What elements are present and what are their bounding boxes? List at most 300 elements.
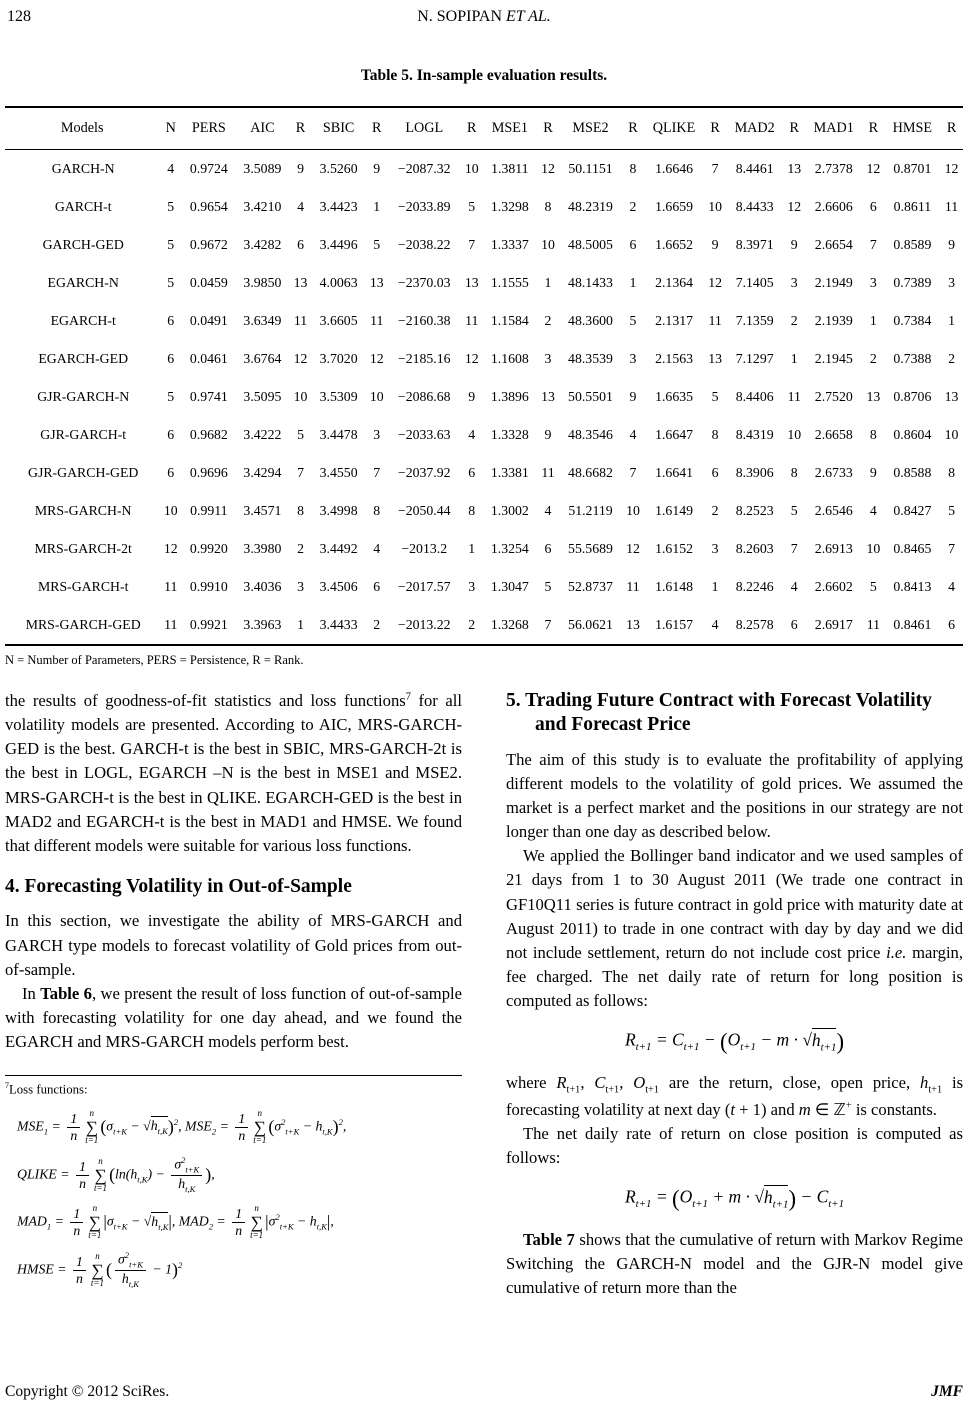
value-cell: 9	[297, 161, 304, 176]
value-cell: 10	[787, 427, 802, 442]
value-cell: 3.5089	[243, 161, 282, 176]
value-cell: 51.2119	[568, 503, 613, 518]
value-cell: 1.6148	[655, 579, 694, 594]
table5-header-cell: LOGL	[388, 107, 460, 150]
value-cell: 8	[711, 427, 719, 442]
value-cell: 4	[629, 427, 637, 442]
value-cell: 1	[711, 579, 719, 594]
table5-header-cell: R	[862, 107, 885, 150]
right-column	[506, 689, 963, 1300]
model-name-cell: GJR-GARCH-N	[37, 389, 130, 404]
value-cell: 0.0459	[189, 275, 228, 290]
value-cell: 4	[167, 161, 175, 176]
value-cell: 6	[711, 465, 719, 480]
value-cell: 3.4210	[243, 199, 282, 214]
value-cell: 4	[948, 579, 955, 594]
value-cell: 3.4550	[319, 465, 358, 480]
value-cell: 9	[711, 237, 719, 252]
value-cell: 0.7384	[893, 313, 932, 328]
value-cell: 5	[711, 389, 719, 404]
value-cell: 0.9696	[189, 465, 228, 480]
value-cell: 3.5260	[319, 161, 358, 176]
model-name-cell: MRS-GARCH-2t	[34, 541, 132, 556]
value-cell: 2.1939	[814, 313, 853, 328]
journal-abbreviation: JMF	[931, 1383, 963, 1400]
value-cell: 7.1297	[735, 351, 774, 366]
table5-header-cell: N	[159, 107, 182, 150]
value-cell: 10	[464, 161, 479, 176]
value-cell: 8.4433	[735, 199, 774, 214]
left-paragraph-results: the results of goodness-of-fit statistics and loss functions$^7$ for all volatility models are presented. According to AIC, MRS-GARCH-GED is the best. GARCH-t is the best in SBIC, MRS-GARCH-2t is the best in LOGL, EGARCH –N is the best in MSE1 and MSE2. MRS-GARCH-t is the best in QLIKE. EGARCH-GED is the best in MAD2 and EGARCH-t is the best in MAD1 and HMSE. We found that different models were suitable for various loss functions.	[5, 691, 462, 855]
value-cell: 3.4423	[319, 199, 358, 214]
value-cell: 3.4496	[319, 237, 358, 252]
value-cell: 0.8604	[893, 427, 932, 442]
value-cell: 0.9920	[189, 541, 228, 556]
value-cell: 0.9910	[189, 579, 228, 594]
value-cell: 3.6764	[243, 351, 282, 366]
right-paragraph-aim: The aim of this study is to evaluate the profitability of applying different models to the volatility of gold prices. We assumed the market is a perfect market and the positions in our strategy are not longer than one day as described below.	[506, 749, 963, 842]
value-cell: 2	[629, 199, 637, 214]
right-paragraph-table7: Table 7 shows that the cumulative of return with Markov Regime Switching the GARCH-N model and the GJR-N model give cumulative of return more than the	[506, 1229, 963, 1297]
value-cell: 3.4998	[319, 503, 358, 518]
value-cell: 3.4492	[319, 541, 358, 556]
table-row	[5, 606, 963, 645]
value-cell: 6	[468, 465, 476, 480]
value-cell: 8	[373, 503, 381, 518]
value-cell: 6	[790, 617, 798, 632]
value-cell: 2.1945	[814, 351, 853, 366]
value-cell: 2.6654	[814, 237, 853, 252]
value-cell: 9	[629, 389, 637, 404]
value-cell: 0.8701	[893, 161, 932, 176]
table5-header-cell: R	[704, 107, 727, 150]
model-name-cell: EGARCH-GED	[38, 351, 129, 366]
value-cell: 2.6546	[814, 503, 853, 518]
section5-heading: 5. Trading Future Contract with Forecast Volatility and Forecast Price	[506, 690, 932, 736]
table-row	[5, 378, 963, 416]
value-cell: −2033.89	[397, 199, 451, 214]
table5-header-cell: MSE1	[483, 107, 537, 150]
value-cell: 5	[629, 313, 637, 328]
table-row	[5, 416, 963, 454]
value-cell: 0.8427	[893, 503, 932, 518]
value-cell: 3	[297, 579, 304, 594]
value-cell: 12	[293, 351, 308, 366]
right-paragraph-bollinger: We applied the Bollinger band indicator and we used samples of 21 days from 1 to 30 August 2011 (We trade one contract in GF10Q11 series is future contract in gold price with maturity date at August 2011) to trade in one contract with day by day and we did not include settlement, return do not include cost price i.e. margin, fee charged. The net daily rate of return for long position is computed as follows:	[506, 846, 964, 1011]
value-cell: 13	[944, 389, 959, 404]
value-cell: 2.6606	[814, 199, 853, 214]
right-paragraph-where: where $R_{t+1}$, $C_{t+1}$, $O_{t+1}$ are the return, close, open price, $h_{t+1}$ is forecasting volatility at next day (t + 1) and m ∈ ℤ+ is constants.	[506, 1072, 964, 1119]
value-cell: 5	[167, 275, 175, 290]
value-cell: 1.6659	[655, 199, 694, 214]
value-cell: 8.2523	[735, 503, 774, 518]
value-cell: 50.5501	[568, 389, 613, 404]
value-cell: 11	[626, 579, 640, 594]
value-cell: 48.5005	[568, 237, 613, 252]
value-cell: 6	[297, 237, 304, 252]
value-cell: 5	[167, 237, 175, 252]
value-cell: 13	[708, 351, 723, 366]
value-cell: 2.6913	[814, 541, 853, 556]
value-cell: 1.6635	[655, 389, 694, 404]
value-cell: 5	[790, 503, 798, 518]
model-name-cell: GARCH-GED	[42, 237, 124, 252]
value-cell: 1	[790, 351, 798, 366]
value-cell: 6	[948, 617, 955, 632]
copyright-text: Copyright © 2012 SciRes.	[5, 1383, 170, 1400]
value-cell: 5	[948, 503, 955, 518]
value-cell: 1.6157	[655, 617, 694, 632]
value-cell: −2017.57	[397, 579, 451, 594]
value-cell: 3.5309	[319, 389, 358, 404]
value-cell: 48.3546	[568, 427, 613, 442]
value-cell: −2013.22	[397, 617, 451, 632]
value-cell: −2086.68	[397, 389, 451, 404]
value-cell: 0.0491	[189, 313, 228, 328]
value-cell: 7	[373, 465, 381, 480]
value-cell: 0.8589	[893, 237, 932, 252]
value-cell: 2	[711, 503, 719, 518]
value-cell: 1.3047	[490, 579, 529, 594]
value-cell: 3	[468, 579, 476, 594]
value-cell: 3.4571	[243, 503, 282, 518]
value-cell: 5	[468, 199, 476, 214]
value-cell: 0.8461	[893, 617, 932, 632]
value-cell: 12	[541, 161, 555, 176]
formula-mse: $MSE_1$ = $\frac{1}{n}$ n ∑ t=1 $(\sigma_{t+K} - √h_{t,K})^2$, $MSE_2$ = $\frac{1}{n}$ n ∑ t=1 $(\sigma^2_{t+K} - h_{t,K})^2$,	[17, 1107, 347, 1145]
value-cell: 2.6917	[814, 617, 853, 632]
value-cell: 8	[869, 427, 877, 442]
value-cell: 9	[373, 161, 381, 176]
table-row	[5, 302, 963, 340]
value-cell: 9	[468, 389, 476, 404]
value-cell: 0.7388	[893, 351, 932, 366]
value-cell: 9	[869, 465, 877, 480]
value-cell: −2370.03	[397, 275, 451, 290]
model-name-cell: MRS-GARCH-GED	[25, 617, 141, 632]
value-cell: 6	[167, 465, 175, 480]
value-cell: 1.3811	[491, 161, 529, 176]
table5-header-cell: MAD2	[726, 107, 782, 150]
value-cell: 11	[164, 617, 178, 632]
value-cell: 11	[541, 465, 555, 480]
value-cell: 12	[464, 351, 479, 366]
table-row	[5, 568, 963, 606]
value-cell: 5	[544, 579, 552, 594]
value-cell: 7	[468, 237, 476, 252]
running-head-etal: ET AL.	[506, 8, 551, 25]
value-cell: 3	[869, 275, 877, 290]
value-cell: 10	[293, 389, 308, 404]
value-cell: 7	[869, 237, 877, 252]
value-cell: 6	[373, 579, 381, 594]
table5-header-cell: R	[365, 107, 388, 150]
value-cell: 55.5689	[568, 541, 613, 556]
value-cell: 8	[629, 161, 637, 176]
table5-header-row	[5, 107, 963, 150]
table5-header-cell: PERS	[182, 107, 236, 150]
table5-header-cell: SBIC	[312, 107, 366, 150]
value-cell: −2185.16	[397, 351, 451, 366]
value-cell: 10	[541, 237, 555, 252]
value-cell: 13	[787, 161, 802, 176]
table-row	[5, 226, 963, 264]
value-cell: 12	[944, 161, 959, 176]
value-cell: 2	[948, 351, 955, 366]
model-name-cell: GARCH-t	[54, 199, 112, 214]
left-paragraph-table6: In Table 6, we present the result of loss function of out-of-sample with forecasting volatility for one day ahead, and we found the EGARCH and MRS-GARCH models perform best.	[5, 983, 462, 1052]
value-cell: 1.3268	[490, 617, 529, 632]
formula-long-position: $R_{t+1} = C_{t+1} - (O_{t+1} - m \cdot √h_{t+1})$	[624, 1029, 845, 1055]
table5-header-cell: MSE2	[559, 107, 621, 150]
table5-note: N = Number of Parameters, PERS = Persistence, R = Rank.	[5, 653, 304, 667]
value-cell: 4	[297, 199, 304, 214]
value-cell: 3.3963	[243, 617, 282, 632]
value-cell: 9	[948, 237, 955, 252]
model-name-cell: EGARCH-t	[50, 313, 116, 328]
value-cell: 7	[711, 161, 719, 176]
value-cell: 1	[297, 617, 304, 632]
model-name-cell: EGARCH-N	[47, 275, 119, 290]
value-cell: 3	[711, 541, 719, 556]
value-cell: 8.2246	[735, 579, 774, 594]
value-cell: 2.1563	[655, 351, 694, 366]
table5-header-cell: Models	[5, 107, 159, 150]
table5-header-cell: R	[622, 107, 645, 150]
value-cell: 7.1359	[735, 313, 774, 328]
value-cell: 6	[629, 237, 637, 252]
value-cell: 2	[468, 617, 476, 632]
value-cell: 1.6149	[655, 503, 694, 518]
value-cell: 2.7378	[814, 161, 853, 176]
value-cell: 10	[626, 503, 640, 518]
value-cell: 2.1317	[655, 313, 694, 328]
value-cell: −2013.2	[401, 541, 448, 556]
value-cell: 6	[544, 541, 552, 556]
value-cell: 1.3381	[490, 465, 529, 480]
value-cell: 3.4478	[319, 427, 358, 442]
value-cell: 3.4282	[243, 237, 282, 252]
value-cell: 1	[948, 313, 955, 328]
value-cell: 4	[373, 541, 381, 556]
value-cell: 0.8413	[893, 579, 932, 594]
value-cell: 0.8465	[893, 541, 932, 556]
value-cell: 7	[297, 465, 304, 480]
value-cell: 48.3600	[568, 313, 613, 328]
value-cell: 3	[629, 351, 637, 366]
value-cell: 0.9741	[189, 389, 228, 404]
value-cell: 1.3328	[490, 427, 529, 442]
value-cell: −2037.92	[397, 465, 451, 480]
value-cell: 11	[164, 579, 178, 594]
value-cell: 48.1433	[568, 275, 613, 290]
value-cell: 4	[869, 503, 877, 518]
value-cell: 4	[790, 579, 798, 594]
value-cell: 11	[370, 313, 384, 328]
value-cell: 8.3906	[735, 465, 774, 480]
value-cell: 12	[626, 541, 640, 556]
value-cell: 1.1584	[490, 313, 529, 328]
table-row	[5, 530, 963, 568]
value-cell: 8	[297, 503, 304, 518]
value-cell: 0.9911	[190, 503, 228, 518]
formula-close-position: $R_{t+1} = (O_{t+1} + m \cdot √h_{t+1}) - C_{t+1}$	[624, 1186, 845, 1212]
value-cell: 0.9654	[189, 199, 228, 214]
value-cell: 1	[544, 275, 552, 290]
table-row	[5, 264, 963, 302]
value-cell: 11	[708, 313, 722, 328]
table5-header-cell: R	[289, 107, 312, 150]
value-cell: 4	[468, 427, 476, 442]
value-cell: 8.2578	[735, 617, 774, 632]
value-cell: 7	[790, 541, 798, 556]
value-cell: 13	[866, 389, 881, 404]
value-cell: 8.4461	[735, 161, 774, 176]
value-cell: 0.9682	[189, 427, 228, 442]
value-cell: 0.7389	[893, 275, 932, 290]
value-cell: 9	[790, 237, 798, 252]
value-cell: 1.6647	[655, 427, 694, 442]
value-cell: 8	[948, 465, 955, 480]
value-cell: 1.1608	[490, 351, 529, 366]
value-cell: 1.6641	[655, 465, 694, 480]
value-cell: 13	[369, 275, 384, 290]
table5-header-cell: R	[783, 107, 806, 150]
left-column	[5, 689, 462, 1300]
value-cell: 11	[944, 199, 959, 214]
value-cell: 50.1151	[568, 161, 613, 176]
value-cell: 4	[711, 617, 719, 632]
value-cell: 8	[468, 503, 476, 518]
value-cell: 1	[869, 313, 877, 328]
value-cell: 1.3896	[490, 389, 529, 404]
value-cell: 12	[708, 275, 723, 290]
value-cell: 10	[163, 503, 178, 518]
value-cell: 1	[629, 275, 637, 290]
value-cell: 4	[544, 503, 552, 518]
value-cell: 12	[787, 199, 802, 214]
value-cell: 2.7520	[814, 389, 853, 404]
right-paragraph-close-intro: The net daily rate of return on close position is computed as follows:	[506, 1124, 963, 1168]
value-cell: 10	[708, 199, 723, 214]
value-cell: 1.6652	[655, 237, 694, 252]
page-footer	[5, 1383, 963, 1401]
running-title	[5, 8, 963, 26]
value-cell: 0.9672	[189, 237, 228, 252]
value-cell: 11	[787, 389, 801, 404]
value-cell: 1.6152	[655, 541, 694, 556]
value-cell: 3.6605	[319, 313, 358, 328]
section4-heading: 4. Forecasting Volatility in Out-of-Sample	[5, 875, 352, 897]
value-cell: 1.3002	[490, 503, 529, 518]
table5-header-cell: AIC	[236, 107, 290, 150]
value-cell: 3.4433	[319, 617, 358, 632]
value-cell: 0.9724	[189, 161, 228, 176]
value-cell: 10	[369, 389, 384, 404]
value-cell: 3	[544, 351, 552, 366]
value-cell: 3.7020	[319, 351, 358, 366]
value-cell: 12	[369, 351, 384, 366]
value-cell: 3.5095	[243, 389, 282, 404]
value-cell: 0.0461	[189, 351, 228, 366]
value-cell: 0.8706	[893, 389, 932, 404]
table-row	[5, 150, 963, 189]
value-cell: 1.3254	[490, 541, 529, 556]
table-row	[5, 340, 963, 378]
value-cell: 3.9850	[243, 275, 282, 290]
value-cell: 5	[167, 199, 175, 214]
value-cell: 5	[373, 237, 381, 252]
value-cell: 6	[167, 313, 175, 328]
value-cell: 7	[948, 541, 955, 556]
value-cell: 12	[866, 161, 881, 176]
table5	[5, 106, 963, 646]
value-cell: 7.1405	[735, 275, 774, 290]
value-cell: 48.3539	[568, 351, 613, 366]
footnote-loss-functions	[5, 1075, 462, 1300]
value-cell: 2	[373, 617, 381, 632]
value-cell: 0.8588	[893, 465, 932, 480]
table5-header-cell: HMSE	[885, 107, 940, 150]
table5-header-cell: R	[940, 107, 963, 150]
table5-header-cell: R	[460, 107, 483, 150]
value-cell: 1.3298	[490, 199, 529, 214]
value-cell: 3	[790, 275, 798, 290]
value-cell: 52.8737	[568, 579, 613, 594]
value-cell: 2.1949	[814, 275, 853, 290]
value-cell: 7	[544, 617, 552, 632]
value-cell: 6	[869, 199, 877, 214]
value-cell: −2050.44	[397, 503, 451, 518]
table5-title: Table 5. In-sample evaluation results.	[360, 67, 608, 84]
value-cell: 8.4406	[735, 389, 774, 404]
value-cell: 2	[790, 313, 798, 328]
value-cell: 2	[869, 351, 877, 366]
value-cell: 3.6349	[243, 313, 282, 328]
body-columns	[5, 689, 963, 1300]
value-cell: 3	[948, 275, 955, 290]
value-cell: 2.6658	[814, 427, 853, 442]
footnote-label: $^7$Loss functions:	[5, 1081, 88, 1097]
value-cell: 8	[544, 199, 552, 214]
value-cell: 48.2319	[568, 199, 613, 214]
left-paragraph-section4-intro: In this section, we investigate the ability of MRS-GARCH and GARCH type models to forecast volatility of Gold prices from out-of-sample.	[5, 911, 462, 979]
value-cell: −2038.22	[397, 237, 451, 252]
value-cell: 0.9921	[189, 617, 228, 632]
formula-qlike: QLIKE = $\frac{1}{n}$ n ∑ t=1 ($\ln(h_{t,K})$ − $\frac{\sigma^2_{t+K}}{h_{t,K}}$ ),	[17, 1154, 215, 1194]
value-cell: −2160.38	[397, 313, 451, 328]
formula-mad: $MAD_1$ = $\frac{1}{n}$ n ∑ t=1 $|\sigma_{t+K} - √h_{t,K}|$, $MAD_2$ = $\frac{1}{n}$ n ∑ t=1 $|\sigma^2_{t+K} - h_{t,K}|$,	[17, 1203, 334, 1241]
value-cell: 8	[790, 465, 798, 480]
model-name-cell: MRS-GARCH-t	[37, 579, 129, 594]
value-cell: 8.4319	[735, 427, 774, 442]
value-cell: 13	[464, 275, 479, 290]
value-cell: 3.4222	[243, 427, 282, 442]
value-cell: 0.8611	[893, 199, 932, 214]
value-cell: 7	[629, 465, 637, 480]
table-row	[5, 454, 963, 492]
value-cell: 10	[866, 541, 881, 556]
value-cell: 1	[468, 541, 476, 556]
value-cell: −2087.32	[397, 161, 451, 176]
formula-hmse: HMSE = $\frac{1}{n}$ n ∑ t=1 ( $\frac{\sigma^2_{t+K}}{h_{t,K}}$ − 1)$^2$	[17, 1250, 183, 1290]
value-cell: 10	[944, 427, 959, 442]
value-cell: 5	[297, 427, 304, 442]
value-cell: 3.4036	[243, 579, 282, 594]
value-cell: 2.6733	[814, 465, 853, 480]
value-cell: 11	[866, 617, 880, 632]
value-cell: 8.3971	[735, 237, 774, 252]
